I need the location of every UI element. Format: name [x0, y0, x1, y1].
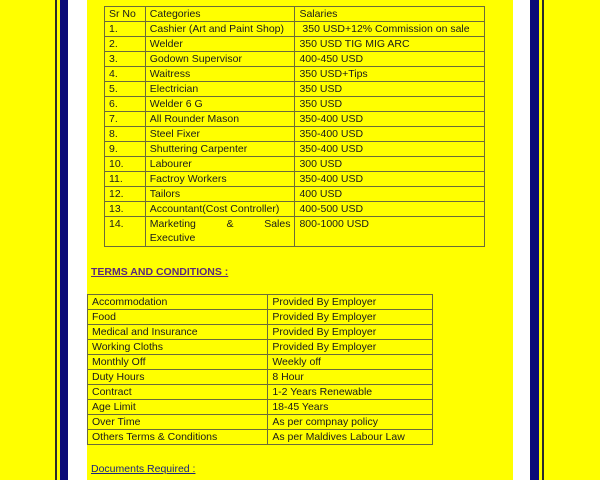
sr-no-cell: 4.	[105, 67, 146, 82]
table-row	[105, 217, 485, 247]
term-label: Contract	[88, 385, 268, 400]
category-cell: Shuttering Carpenter	[145, 142, 295, 157]
sr-no-cell: 11.	[105, 172, 146, 187]
header-salaries: Salaries	[295, 7, 485, 22]
terms-table	[87, 294, 433, 445]
salary-cell: 350-400 USD	[295, 112, 485, 127]
left-border-thin-line	[55, 0, 57, 480]
salary-cell: 400-450 USD	[295, 52, 485, 67]
category-cell: Cashier (Art and Paint Shop)	[145, 22, 295, 37]
left-border-navy-stripe	[60, 0, 68, 480]
category-cell: Labourer	[145, 157, 295, 172]
term-value: 1-2 Years Renewable	[268, 385, 433, 400]
table-row	[105, 52, 485, 67]
category-line-1	[150, 217, 291, 231]
table-row	[88, 385, 433, 400]
table-row	[105, 22, 485, 37]
category-line-2: Executive	[149, 232, 196, 244]
category-cell: Waitress	[145, 67, 295, 82]
category-cell: Steel Fixer	[145, 127, 295, 142]
sr-no-cell: 3.	[105, 52, 146, 67]
salary-cell: 400-500 USD	[295, 202, 485, 217]
category-cell: All Rounder Mason	[145, 112, 295, 127]
documents-heading: Documents Required :	[91, 463, 196, 475]
sr-no-cell: 2.	[105, 37, 146, 52]
category-cell: Welder 6 G	[145, 97, 295, 112]
sr-no-cell: 7.	[105, 112, 146, 127]
category-cell: Electrician	[145, 82, 295, 97]
term-value: Provided By Employer	[268, 340, 433, 355]
left-border-white-stripe	[68, 0, 87, 480]
sr-no-cell: 8.	[105, 127, 146, 142]
term-label: Duty Hours	[88, 370, 268, 385]
term-value: Provided By Employer	[268, 310, 433, 325]
table-row	[88, 355, 433, 370]
table-row	[88, 370, 433, 385]
table-row	[105, 97, 485, 112]
table-row	[105, 187, 485, 202]
sr-no-cell: 6.	[105, 97, 146, 112]
term-label: Accommodation	[88, 295, 268, 310]
term-value: 8 Hour	[268, 370, 433, 385]
table-row	[105, 202, 485, 217]
term-label: Medical and Insurance	[88, 325, 268, 340]
sr-no-cell: 9.	[105, 142, 146, 157]
term-value: As per compnay policy	[268, 415, 433, 430]
term-value: As per Maldives Labour Law	[268, 430, 433, 445]
category-cell: Factroy Workers	[145, 172, 295, 187]
right-border-thin-line	[542, 0, 544, 480]
salary-cell: 350-400 USD	[295, 172, 485, 187]
term-label: Age Limit	[88, 400, 268, 415]
document-page	[87, 0, 513, 480]
table-row	[105, 37, 485, 52]
sr-no-cell: 14.	[105, 217, 146, 247]
table-row	[105, 112, 485, 127]
sr-no-cell: 1.	[105, 22, 146, 37]
term-label: Over Time	[88, 415, 268, 430]
table-row	[105, 127, 485, 142]
category-cell	[145, 217, 295, 247]
term-value: Provided By Employer	[268, 325, 433, 340]
table-row	[88, 430, 433, 445]
table-row	[105, 172, 485, 187]
category-word: &	[226, 218, 234, 230]
table-row	[105, 67, 485, 82]
table-row	[88, 295, 433, 310]
table-row	[88, 325, 433, 340]
salary-cell: 350 USD	[295, 82, 485, 97]
table-row	[88, 340, 433, 355]
right-border-white-stripe	[513, 0, 530, 480]
salary-table	[104, 6, 485, 247]
term-label: Working Cloths	[88, 340, 268, 355]
terms-heading: TERMS AND CONDITIONS :	[91, 266, 229, 278]
right-border-navy-stripe	[530, 0, 539, 480]
salary-cell: 350 USD	[295, 97, 485, 112]
table-row	[105, 157, 485, 172]
term-value: 18-45 Years	[268, 400, 433, 415]
header-categories: Categories	[145, 7, 295, 22]
table-row	[105, 82, 485, 97]
salary-cell: 350 USD TIG MIG ARC	[295, 37, 485, 52]
salary-cell: 350-400 USD	[295, 127, 485, 142]
salary-cell: 800-1000 USD	[295, 217, 485, 247]
category-word: Sales	[264, 218, 291, 230]
salary-cell: 350 USD+12% Commission on sale	[295, 22, 485, 37]
sr-no-cell: 12.	[105, 187, 146, 202]
salary-table-header-row	[105, 7, 485, 22]
term-label: Others Terms & Conditions	[88, 430, 268, 445]
salary-cell: 350-400 USD	[295, 142, 485, 157]
term-label: Monthly Off	[88, 355, 268, 370]
category-word: Marketing	[149, 218, 196, 230]
table-row	[105, 142, 485, 157]
term-value: Provided By Employer	[268, 295, 433, 310]
term-label: Food	[88, 310, 268, 325]
sr-no-cell: 5.	[105, 82, 146, 97]
term-value: Weekly off	[268, 355, 433, 370]
category-cell: Accountant(Cost Controller)	[145, 202, 295, 217]
header-sr-no: Sr No	[105, 7, 146, 22]
table-row	[88, 415, 433, 430]
category-cell: Welder	[145, 37, 295, 52]
salary-cell: 350 USD+Tips	[295, 67, 485, 82]
table-row	[88, 310, 433, 325]
table-row	[88, 400, 433, 415]
category-cell: Tailors	[145, 187, 295, 202]
sr-no-cell: 13.	[105, 202, 146, 217]
category-cell: Godown Supervisor	[145, 52, 295, 67]
sr-no-cell: 10.	[105, 157, 146, 172]
salary-cell: 400 USD	[295, 187, 485, 202]
salary-cell: 300 USD	[295, 157, 485, 172]
